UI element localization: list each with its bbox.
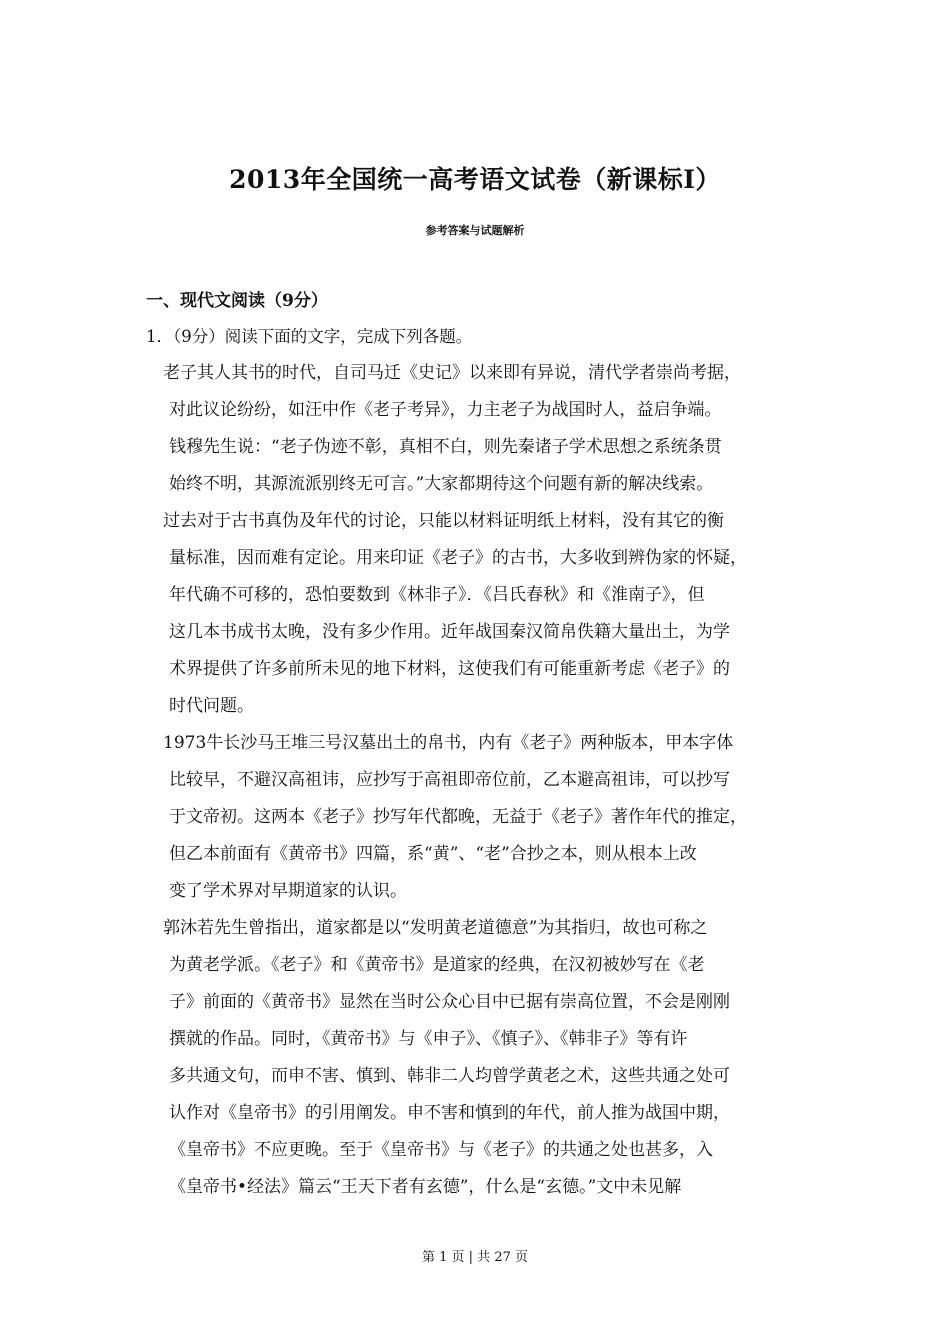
paragraph-line: 量标准，因而难有定论。用来印证《老子》的古书，大多收到辨伪家的怀疑， [169,548,747,568]
paragraph-line: 子》前面的《黄帝书》显然在当时公众心目中已据有崇高位置，不会是刚刚 [169,992,730,1012]
paragraph-line: 认作对《皇帝书》的引用阐发。申不害和慎到的年代，前人推为战国中期， [169,1103,730,1123]
paragraph-line: 这几本书成书太晚，没有多少作用。近年战国秦汉简帛佚籍大量出土，为学 [169,622,730,642]
paragraph-line: 撰就的作品。同时，《黄帝书》与《申子》、《慎子》、《韩非子》等有许 [169,1029,688,1049]
paragraph-line: 始终不明，其源流派别终无可言。”大家都期待这个问题有新的解决线索。 [169,474,714,494]
paragraph-line: 郭沐若先生曾指出，道家都是以“发明黄老道德意”为其指归，故也可称之 [163,918,708,938]
passage-paragraph-2 [163,503,843,725]
paragraph-line: 过去对于古书真伪及年代的讨论，只能以材料证明纸上材料，没有其它的衡 [163,511,724,531]
paragraph-line: 为黄老学派。《老子》和《黄帝书》是道家的经典，在汉初被妙写在《老 [169,955,705,975]
passage-paragraph-1 [163,355,843,503]
document-subtitle: 参考答案与试题解析 [425,224,525,237]
paragraph-line: 1973牛长沙马王堆三号汉墓出土的帛书，内有《老子》两种版本，甲本字体 [163,733,734,753]
document-title: 2013年全国统一高考语文试卷（新课标Ⅰ） [229,165,721,194]
question-header [146,323,472,347]
passage-paragraph-4 [163,910,843,1206]
paragraph-line: 老子其人其书的时代，自司马迁《史记》以来即有异说，清代学者崇尚考据， [163,363,741,383]
paragraph-line: 但乙本前面有《黄帝书》四篇，系“黄”、“老”合抄之本，则从根本上改 [169,844,697,864]
passage-paragraph-3 [163,725,843,910]
question-text: （9分）阅读下面的文字，完成下列各题。 [173,327,473,346]
paragraph-line: 《皇帝书》不应更晚。至于《皇帝书》与《老子》的共通之处也甚多，入 [169,1140,713,1160]
section-heading: 一、现代文阅读（9分） [146,291,328,311]
page-footer: 第 1 页 | 共 27 页 [422,1250,528,1265]
paragraph-line: 年代确不可移的，恐怕要数到《林非子》．《吕氏春秋》和《淮南子》，但 [169,585,705,605]
paragraph-line: 多共通文句，而申不害、慎到、韩非二人均曾学黄老之术，这些共通之处可 [169,1066,730,1086]
paragraph-line: 变了学术界对早期道家的认识。 [169,881,407,901]
paragraph-line: 对此议论纷纷，如汪中作《老子考异》，力主老子为战国时人，益启争端。 [169,400,722,420]
paragraph-line: 术界提供了许多前所未见的地下材料，这使我们有可能重新考虑《老子》的 [169,659,730,679]
paragraph-line: 钱穆先生说：“老子伪迹不彰，真相不白，则先秦诸子学术思想之系统条贯 [169,437,722,457]
paragraph-line: 比较早，不避汉高祖讳，应抄写于高祖即帝位前，乙本避高祖讳，可以抄写 [169,770,730,790]
question-number: 1． [146,327,173,346]
paragraph-line: 时代问题。 [169,696,254,716]
paragraph-line: 于文帝初。这两本《老子》抄写年代都晚，无益于《老子》著作年代的推定， [169,807,747,827]
paragraph-line: 《皇帝书•经法》篇云“王天下者有玄德”，什么是“玄德。”文中未见解 [169,1177,682,1197]
